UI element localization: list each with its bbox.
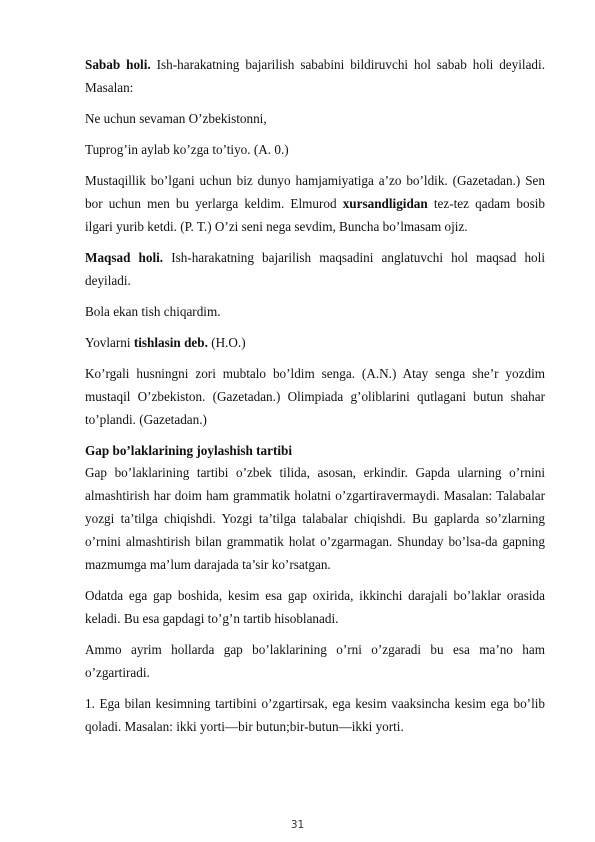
paragraph-maqsad-holi [85, 246, 545, 292]
example-line-4: Bola ekan tish chiqardim. [85, 304, 221, 319]
example-line-5 [85, 331, 545, 354]
example-line-2: Tuprog’in aylab ko’zga to’tiyo. (A. 0.) [85, 142, 289, 157]
section-heading [85, 439, 545, 462]
paragraph-examples-sabab [85, 169, 545, 238]
section-heading-text: Gap bo’laklarining joylashish tartibi [85, 443, 293, 458]
example-text-b: tez-tez qadam bosib ilgari yurib ketdi. (P. T.) O’zi seni nega sevdim, Buncha bo’lmasam ojiz. [85, 196, 545, 234]
term-maqsad-holi: Maqsad holi. [85, 250, 164, 265]
paragraph-ammo: Ammo ayrim hollarda gap bo’laklarining o’rni o’zgaradi bu esa ma’no ham o’zgartiradi. [85, 642, 545, 680]
definition-sabab-holi: Ish-harakatning bajarilish sababini bildiruvchi hol sabab holi deyiladi. Masalan: [85, 57, 545, 95]
page-content [85, 53, 545, 746]
paragraph-examples-maqsad: Ko’rgali husningni zori mubtalo bo’ldim senga. (A.N.) Atay senga she’r yozdim mustaqil O’zbekiston. (Gazetadan.) Olimpiada g’oliblarini qutlagani butun shahar to’plandi. (Gazetadan.) [85, 366, 545, 427]
definition-maqsad-holi: Ish-harakatning bajarilish maqsadini anglatuvchi hol maqsad holi deyiladi. [85, 250, 545, 288]
example-5-text-a: Yovlarni [85, 335, 134, 350]
highlighted-word: xursandligidan [342, 196, 428, 211]
example-5-text-b: (H.O.) [207, 335, 246, 350]
page-number: 31 [290, 819, 305, 831]
example-line-1: Ne uchun sevaman O’zbekistonni, [85, 111, 267, 126]
term-sabab-holi: Sabab holi. [85, 57, 151, 72]
paragraph-sabab-holi [85, 53, 545, 99]
example-5-bold: tishlasin deb. [133, 335, 208, 350]
paragraph-ega-kesim: 1. Ega bilan kesimning tartibini o’zgartirsak, ega kesim vaaksincha kesim ega bo’lib qoladi. Masalan: ikki yorti—bir butun;bir-butun—ikki yorti. [85, 696, 545, 734]
paragraph-odatda: Odatda ega gap boshida, kesim esa gap oxirida, ikkinchi darajali bo’laklar orasida keladi. Bu esa gapdagi to’g’n tartib hisoblanadi. [85, 588, 545, 626]
example-text-a: Mustaqillik bo’lgani uchun biz dunyo hamjamiyatiga a’zo bo’ldik. (Gazetadan.) Sen bor uchun men bu yerlarga keldim. Elmurod [85, 173, 545, 211]
paragraph-word-order: Gap bo’laklarining tartibi o’zbek tilida, asosan, erkindir. Gapda ularning o’rnini almashtirish har doim ham grammatik holatni o’zgartiravermaydi. Masalan: Talabalar yozgi ta’tilga chiqishdi. Yozgi ta’tilga talabalar chiqishdi. Bu gaplarda so’zlarning o’rnini almashtirish bilan grammatik holat o’zgarmagan. Shunday bo’lsa-da gapning mazmumga ma’lum darajada ta’sir ko’rsatgan. [85, 465, 545, 572]
